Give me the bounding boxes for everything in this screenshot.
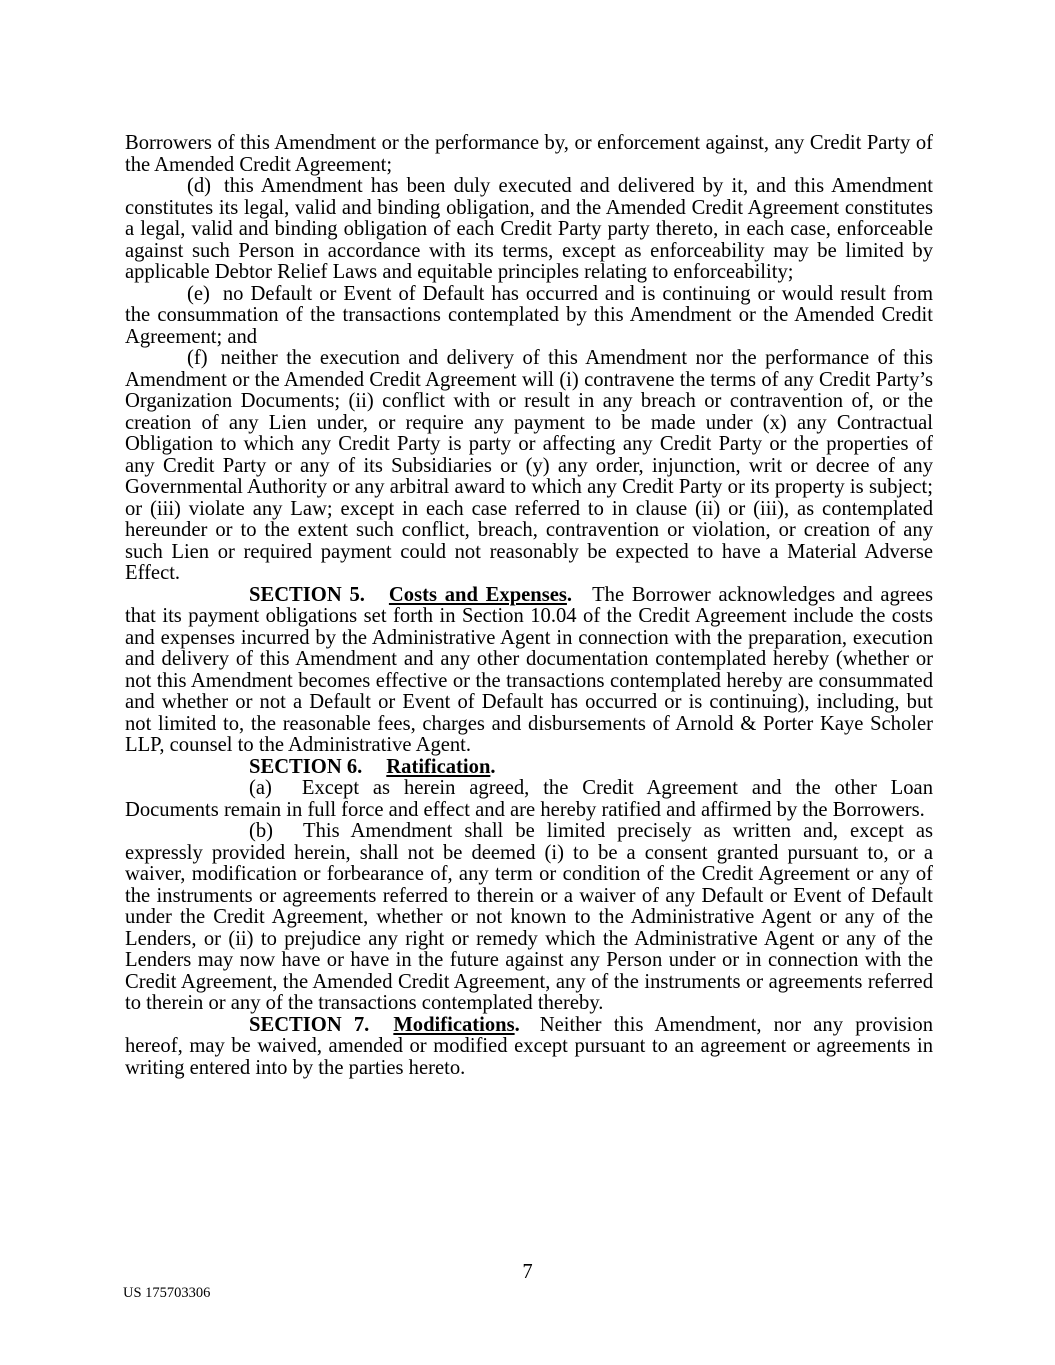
clause-f-text: neither the execution and delivery of this Amendment nor the performance of this Amendment or the Amended Credit Agreement will (i) contravene the terms of any Credit Party’s Organization Documents; (ii) conflict with or result in any breach or contravention of, or the creation of any Lien under, or require any payment to be made under (x) any Contractual Obligation to which any Credit Party is party or affecting any Credit Party or the properties of any Credit Party or any of its Subsidiaries or (y) any order, injunction, writ or decree of any Governmental Authority or any arbitral award to which any Credit Party or its property is subject; or (iii) violate any Law; except in each case referred to in clause (ii) or (iii), as contemplated hereunder or to the extent such conflict, breach, contravention or violation, or creation of any such Lien or required payment could not reasonably be expected to have a Material Adverse Effect. [125,347,933,584]
clause-b-text: This Amendment shall be limited precisely as written and, except as expressly provided herein, shall not be deemed (i) to be a consent granted pursuant to, or a waiver, modification or forbearance of, any term or condition of the Credit Agreement or any of the instruments or agreements referred to therein or a waiver of any Default or Event of Default under the Credit Agreement, whether or not known to the Administrative Agent or any of the Lenders, or (ii) to prejudice any right or remedy which the Administrative Agent or any of the Lenders may now have or have in the future against any Person under or in connection with the Credit Agreement, the Amended Credit Agreement, any of the instruments or agreements referred to therein or any of the transactions contemplated thereby. [125,820,933,1014]
section-6-period: . [490,755,496,778]
section-7-title: Modifications [393,1013,515,1036]
page-number: 7 [522,1261,533,1283]
section-6-number: SECTION 6. [249,755,363,778]
clause-a-label: (a) [249,777,272,799]
clause-b-label: (b) [249,820,274,842]
section-7-period: . [514,1013,520,1036]
clause-e-label: (e) [187,282,210,305]
paragraph-clause-f [125,348,933,585]
paragraph-section-6 [125,757,933,779]
section-7-body: Neither this Amendment, nor any provision hereof, may be waived, amended or modified except pursuant to an agreement or agreements in writing entered into by the parties hereto. [125,1013,933,1079]
clause-d-text: this Amendment has been duly executed and delivered by it, and this Amendment constitutes its legal, valid and binding obligation, and the Amended Credit Agreement constitutes a legal, valid and binding obligation of each Credit Party party thereto, in each case, enforceable against such Person in accordance with its terms, except as enforceability may be limited by applicable Debtor Relief Laws and equitable principles relating to enforceability; [125,175,933,283]
document-id-footer: US 175703306 [123,1285,211,1301]
section-5-number: SECTION 5. [249,583,365,606]
section-5-body: The Borrower acknowledges and agrees that its payment obligations set forth in Section 10.04 of the Credit Agreement include the costs and expenses incurred by the Administrative Agent in connection with the preparation, execution and delivery of this Amendment and any other documentation contemplated hereby (whether or not this Amendment becomes effective or the transactions contemplated hereby are consummated and whether or not a Default or Event of Default has occurred or is continuing), including, but not limited to, the reasonable fees, charges and disbursements of Arnold & Porter Kaye Scholer LLP, counsel to the Administrative Agent. [125,583,933,756]
paragraph-clause-d [125,176,933,284]
paragraph-clause-a [125,778,933,821]
clause-e-text: no Default or Event of Default has occurred and is continuing or would result from the consummation of the transactions contemplated by this Amendment or the Amended Credit Agreement; and [125,282,933,348]
paragraph-continuation: Borrowers of this Amendment or the performance by, or enforcement against, any Credit Party of the Amended Credit Agreement; [125,132,933,176]
paragraph-clause-e [125,284,933,349]
section-7-number: SECTION 7. [249,1013,370,1036]
section-6-title: Ratification [386,755,491,778]
clause-d-label: (d) [187,175,212,197]
section-5-period: . [566,583,573,606]
document-body [125,133,933,1079]
section-5-title: Costs and Expenses [388,583,567,606]
paragraph-section-5 [125,585,933,757]
paragraph-section-7 [125,1015,933,1080]
clause-a-text: Except as herein agreed, the Credit Agreement and the other Loan Documents remain in full force and effect and are hereby ratified and affirmed by the Borrowers. [125,777,933,821]
clause-f-label: (f) [187,347,208,369]
paragraph-clause-b [125,821,933,1015]
